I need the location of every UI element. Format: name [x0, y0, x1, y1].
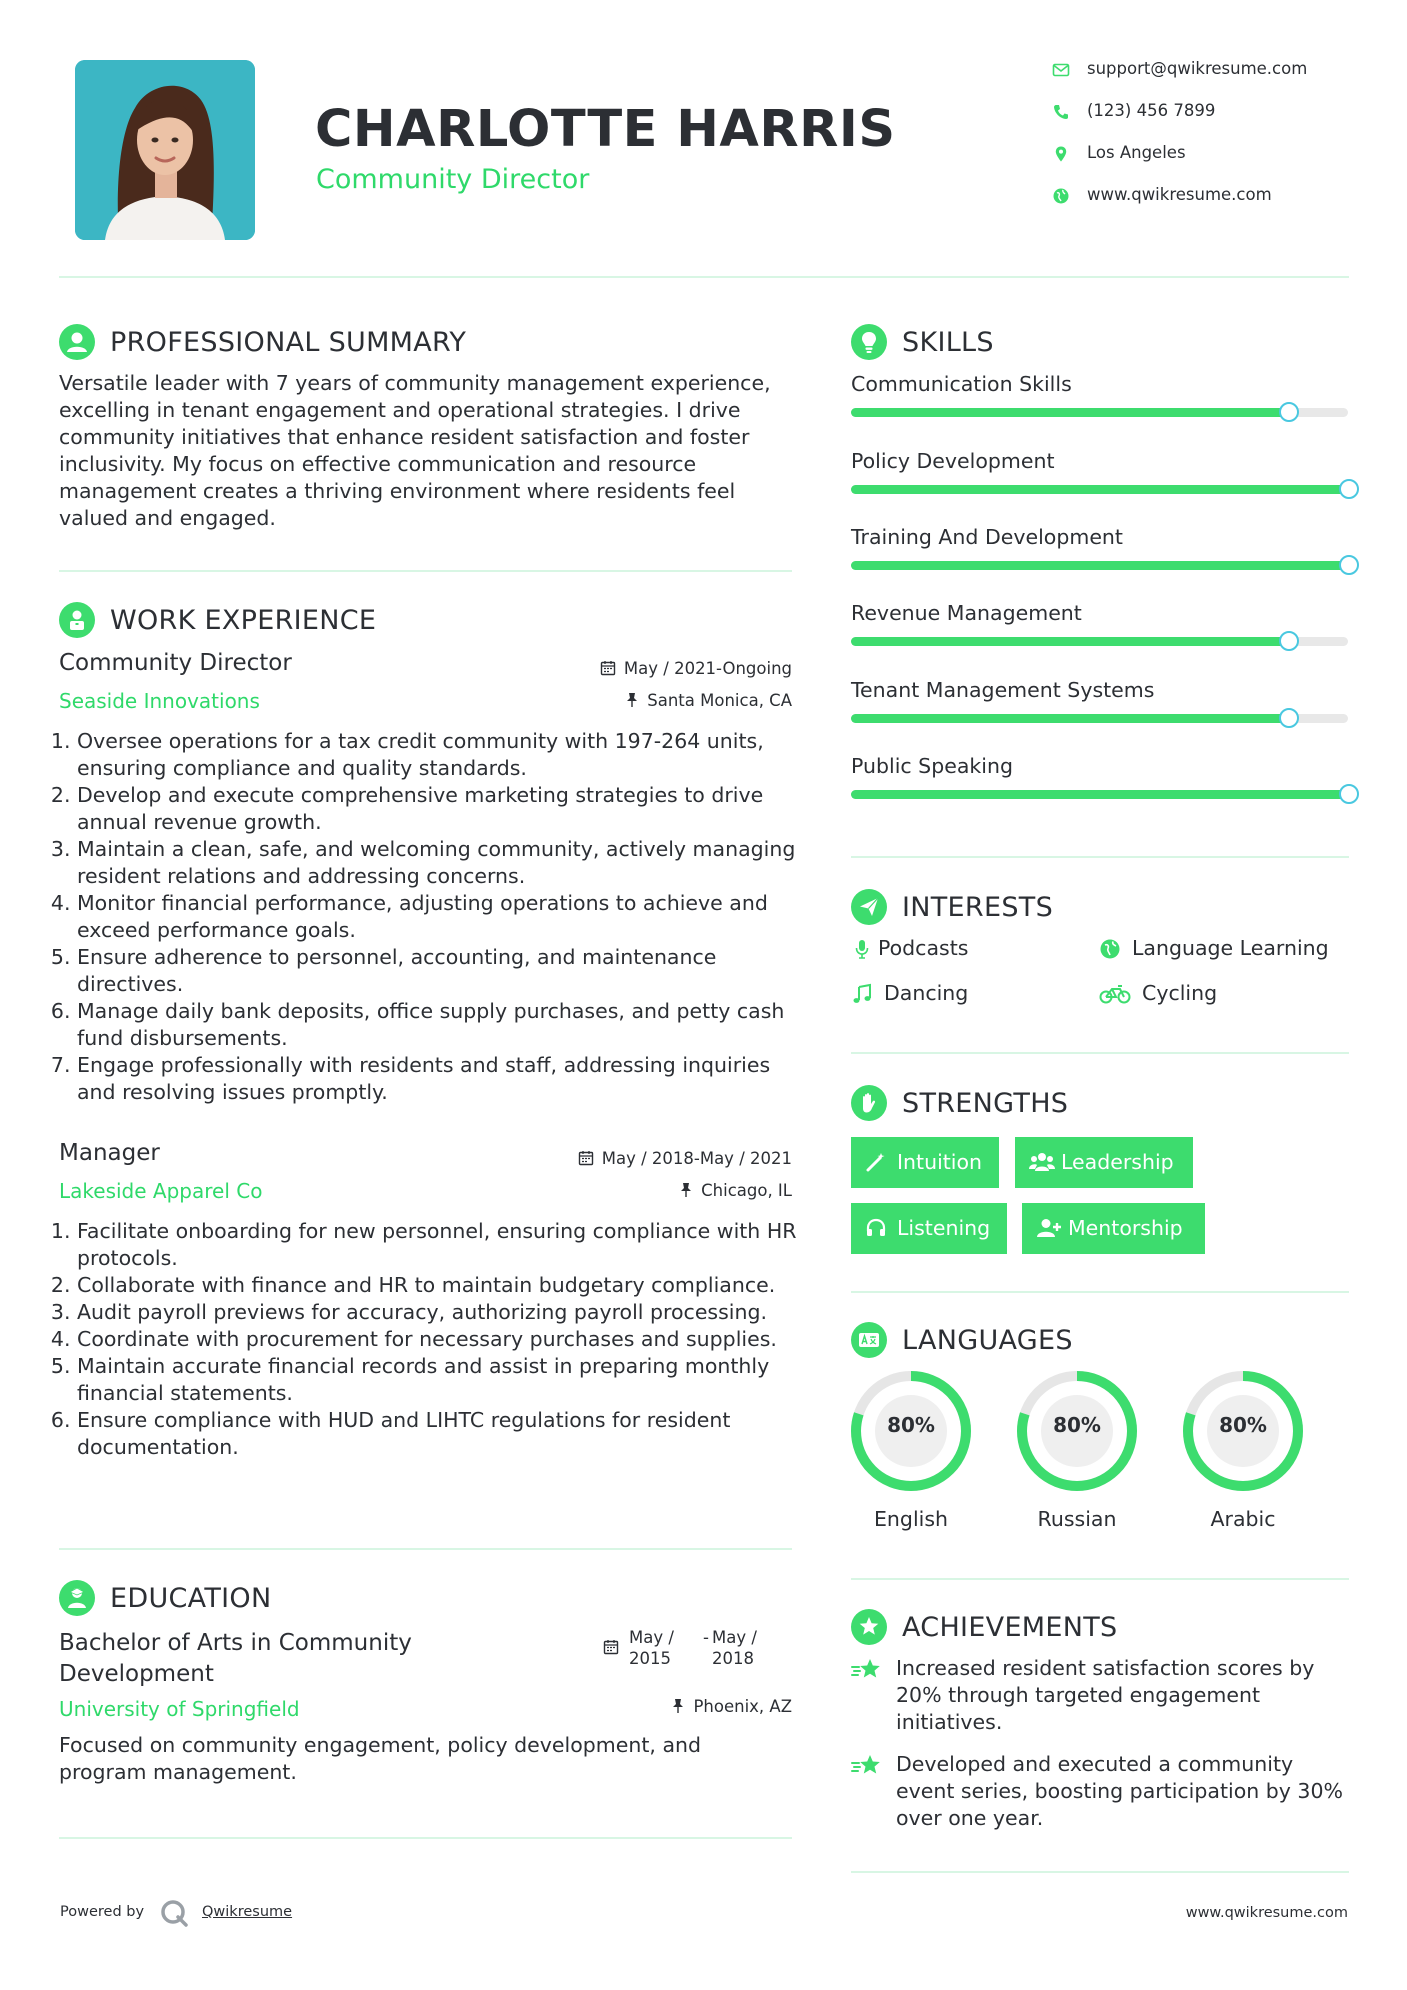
summary-divider	[59, 570, 792, 572]
pushpin-icon	[671, 1698, 685, 1714]
duty-item: 6. Manage daily bank deposits, office supply purchases, and petty cash fund disbursements.	[77, 998, 807, 1052]
duty-item: 5. Maintain accurate financial records and assist in preparing monthly financial statements.	[77, 1353, 817, 1407]
skill-bar-track	[851, 637, 1348, 646]
language-percent: 80%	[1219, 1413, 1267, 1437]
education-location	[671, 1697, 792, 1716]
microphone-icon	[851, 938, 873, 960]
user-plus-icon	[1036, 1217, 1062, 1239]
map-pin-icon	[1052, 145, 1070, 163]
duty-item: 3. Audit payroll previews for accuracy, authorizing payroll processing.	[77, 1299, 817, 1326]
education-start: May / 2015	[629, 1628, 674, 1668]
strength-chip	[1015, 1137, 1193, 1188]
strength-label: Mentorship	[1068, 1216, 1183, 1240]
education-section-header	[59, 1580, 659, 1616]
skill-bar-fill	[851, 561, 1348, 570]
duty-item: 6. Ensure compliance with HUD and LIHTC regulations for resident documentation.	[77, 1407, 817, 1461]
language-name: Arabic	[1210, 1507, 1276, 1531]
headphones-icon	[865, 1217, 887, 1239]
language-item	[1181, 1369, 1305, 1539]
skill-bar-fill	[851, 637, 1288, 646]
language-percent: 80%	[1053, 1413, 1101, 1437]
language-name: Russian	[1037, 1507, 1117, 1531]
paper-plane-circle-icon	[851, 889, 887, 925]
skill-label: Policy Development	[851, 449, 1055, 473]
interest-label: Cycling	[1142, 981, 1218, 1005]
skill-item	[851, 525, 1351, 595]
duty-item: 1. Facilitate onboarding for new personnel, ensuring compliance with HR protocols.	[77, 1218, 817, 1272]
skill-item	[851, 372, 1351, 442]
skill-label: Public Speaking	[851, 754, 1013, 778]
calendar-icon	[600, 660, 616, 676]
summary-heading: PROFESSIONAL SUMMARY	[110, 327, 467, 358]
skills-heading: SKILLS	[902, 327, 994, 358]
achievements-heading: ACHIEVEMENTS	[902, 1612, 1118, 1643]
hand-circle-icon	[851, 1085, 887, 1121]
skill-label: Training And Development	[851, 525, 1123, 549]
strengths-section-header	[851, 1085, 1351, 1121]
strengths-heading: STRENGTHS	[902, 1088, 1069, 1119]
skills-section-header	[851, 324, 1351, 360]
powered-by-text: Powered by	[60, 1904, 145, 1920]
job-1-location	[625, 691, 792, 710]
duty-item: 4. Coordinate with procurement for necessary purchases and supplies.	[77, 1326, 817, 1353]
language-percent: 80%	[887, 1413, 935, 1437]
job-2-location-text: Chicago, IL	[701, 1181, 792, 1200]
header-divider	[59, 276, 1349, 278]
skill-bar-track	[851, 790, 1348, 799]
language-name: English	[873, 1507, 949, 1531]
duty-item: 1. Oversee operations for a tax credit community with 197-264 units, ensuring compliance and quality standards.	[77, 728, 807, 782]
skill-item	[851, 449, 1351, 519]
interest-label: Podcasts	[878, 936, 969, 960]
users-icon	[1029, 1151, 1055, 1173]
education-end: May / 2018	[712, 1628, 757, 1668]
job-1-company: Seaside Innovations	[59, 689, 260, 713]
duty-item: 4. Monitor financial performance, adjusting operations to achieve and exceed performance goals.	[77, 890, 807, 944]
education-degree: Bachelor of Arts in Community Development	[59, 1630, 412, 1687]
globe-icon	[1099, 938, 1121, 960]
contact-phone[interactable]	[1052, 97, 1382, 127]
interests-divider	[851, 1052, 1349, 1054]
contact-phone-text: (123) 456 7899	[1087, 101, 1216, 120]
contact-email[interactable]	[1052, 55, 1382, 85]
languages-section-header	[851, 1322, 1351, 1358]
job-1-dates-text: May / 2021-Ongoing	[623, 659, 792, 678]
bicycle-icon	[1099, 983, 1131, 1005]
strength-chip	[851, 1137, 999, 1188]
skill-bar-knob	[1279, 631, 1299, 651]
languages-divider	[851, 1578, 1349, 1580]
candidate-name: CHARLOTTE HARRIS	[315, 100, 896, 159]
duty-item: 2. Collaborate with finance and HR to maintain budgetary compliance.	[77, 1272, 817, 1299]
contact-location-text: Los Angeles	[1087, 143, 1186, 162]
graduation-circle-icon	[59, 1580, 95, 1616]
briefcase-circle-icon	[59, 602, 95, 638]
interests-section-header	[851, 889, 1351, 925]
strengths-divider	[851, 1291, 1349, 1293]
language-item	[1015, 1369, 1139, 1539]
achievement-text: Increased resident satisfaction scores by 20% through targeted engagement initiatives.	[896, 1656, 1315, 1734]
languages-heading: LANGUAGES	[902, 1325, 1073, 1356]
achievements-section-header	[851, 1609, 1351, 1645]
skill-bar-track	[851, 561, 1348, 570]
experience-divider	[59, 1548, 792, 1550]
achievements-divider	[851, 1871, 1349, 1873]
footer-website-link[interactable]: www.qwikresume.com	[1185, 1905, 1348, 1921]
duty-item: 2. Develop and execute comprehensive marketing strategies to drive annual revenue growth.	[77, 782, 807, 836]
skill-bar-knob	[1279, 708, 1299, 728]
phone-icon	[1052, 103, 1070, 121]
education-divider	[59, 1837, 792, 1839]
shooting-star-icon	[851, 1657, 883, 1683]
skill-bar-track	[851, 485, 1348, 494]
skill-bar-knob	[1279, 402, 1299, 422]
job-2-location	[679, 1181, 792, 1200]
job-1-location-text: Santa Monica, CA	[647, 691, 792, 710]
education-date-separator: -	[703, 1628, 709, 1647]
education-heading: EDUCATION	[110, 1583, 272, 1614]
achievement-text: Developed and executed a community event series, boosting participation by 30% over one year.	[896, 1752, 1343, 1830]
contact-website-text: www.qwikresume.com	[1087, 185, 1272, 204]
skill-label: Tenant Management Systems	[851, 678, 1155, 702]
language-circle-icon	[851, 1322, 887, 1358]
duty-item: 3. Maintain a clean, safe, and welcoming community, actively managing resident relations and addressing concerns.	[77, 836, 807, 890]
skill-item	[851, 601, 1351, 671]
strength-label: Listening	[897, 1216, 991, 1240]
pushpin-icon	[625, 692, 639, 708]
strength-label: Intuition	[897, 1150, 983, 1174]
interest-label: Dancing	[884, 981, 969, 1005]
education-location-text: Phoenix, AZ	[693, 1697, 792, 1716]
brand-link[interactable]: Qwikresume	[202, 1904, 293, 1920]
summary-section-header	[59, 324, 659, 360]
job-2-title: Manager	[59, 1140, 160, 1166]
contact-location	[1052, 139, 1382, 169]
user-circle-icon	[59, 324, 95, 360]
skills-divider	[851, 856, 1349, 858]
contact-email-text: support@qwikresume.com	[1087, 59, 1308, 78]
job-2-duties	[59, 1218, 817, 1461]
education-dates-icon	[603, 1639, 617, 1657]
job-2-dates-text: May / 2018-May / 2021	[601, 1149, 792, 1168]
education-school: University of Springfield	[59, 1697, 300, 1721]
contact-website[interactable]	[1052, 181, 1382, 211]
skill-bar-knob	[1339, 479, 1359, 499]
skill-bar-fill	[851, 790, 1348, 799]
candidate-title: Community Director	[316, 164, 590, 195]
skill-bar-track	[851, 408, 1348, 417]
globe-icon	[1052, 187, 1070, 205]
summary-text: Versatile leader with 7 years of community management experience, excelling in tenant engagement and operational strategies. I drive community initiatives that enhance resident satisfaction and foster inclusivity. My focus on effective communication and resource management creates a thriving environment where residents feel valued and engaged.	[59, 371, 771, 530]
skill-bar-knob	[1339, 555, 1359, 575]
job-2-dates	[578, 1149, 792, 1168]
skill-bar-fill	[851, 714, 1288, 723]
achievement-item	[851, 1655, 1351, 1737]
job-1-title: Community Director	[59, 650, 292, 676]
experience-heading: WORK EXPERIENCE	[110, 605, 377, 636]
shooting-star-icon	[851, 1753, 883, 1779]
pushpin-icon	[679, 1182, 693, 1198]
experience-section-header	[59, 602, 659, 638]
job-1-dates	[600, 659, 792, 678]
star-circle-icon	[851, 1609, 887, 1645]
profile-photo	[75, 60, 255, 240]
strength-chip	[851, 1203, 1007, 1254]
envelope-icon	[1052, 61, 1070, 79]
music-note-icon	[851, 983, 873, 1005]
education-description: Focused on community engagement, policy development, and program management.	[59, 1733, 702, 1784]
interests-heading: INTERESTS	[902, 892, 1054, 923]
skill-label: Communication Skills	[851, 372, 1072, 396]
skill-bar-knob	[1339, 784, 1359, 804]
lightbulb-circle-icon	[851, 324, 887, 360]
skill-bar-fill	[851, 485, 1348, 494]
calendar-icon	[603, 1639, 619, 1655]
duty-item: 7. Engage professionally with residents and staff, addressing inquiries and resolving issues promptly.	[77, 1052, 807, 1106]
strength-label: Leadership	[1061, 1150, 1174, 1174]
achievement-item	[851, 1751, 1351, 1833]
skill-item	[851, 754, 1351, 824]
job-2-company: Lakeside Apparel Co	[59, 1179, 263, 1203]
portrait-illustration	[75, 60, 255, 240]
qwikresume-logo-icon	[158, 1897, 190, 1929]
duty-item: 5. Ensure adherence to personnel, accounting, and maintenance directives.	[77, 944, 807, 998]
job-1-duties	[59, 728, 807, 1106]
skill-bar-fill	[851, 408, 1288, 417]
magic-wand-icon	[865, 1151, 887, 1173]
strength-chip	[1022, 1203, 1205, 1254]
language-item	[849, 1369, 973, 1539]
interest-label: Language Learning	[1132, 936, 1329, 960]
skill-item	[851, 678, 1351, 748]
skill-bar-track	[851, 714, 1348, 723]
skill-label: Revenue Management	[851, 601, 1082, 625]
calendar-icon	[578, 1150, 594, 1166]
